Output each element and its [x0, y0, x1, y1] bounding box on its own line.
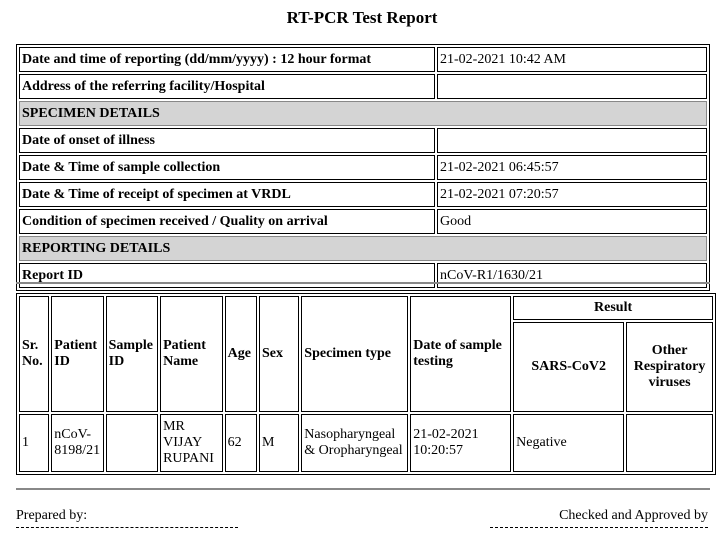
- cell-other-viruses: [626, 414, 713, 472]
- divider: [16, 282, 710, 284]
- divider: [16, 488, 710, 490]
- sample-collection-value: 21-02-2021 06:45:57: [437, 155, 707, 180]
- reporting-datetime-label: Date and time of reporting (dd/mm/yyyy) : 12 hour format: [19, 47, 435, 72]
- table-row: [19, 47, 707, 72]
- cell-sr-no: 1: [19, 414, 49, 472]
- header-sr-no: Sr. No.: [19, 296, 49, 412]
- table-row: [19, 101, 707, 126]
- header-patient-id: Patient ID: [51, 296, 103, 412]
- checked-by-label: Checked and Approved by: [559, 508, 708, 523]
- referring-facility-label: Address of the referring facility/Hospital: [19, 74, 435, 99]
- referring-facility-value: [437, 74, 707, 99]
- header-date-testing: Date of sample testing: [410, 296, 511, 412]
- header-sars-cov2: SARS-CoV2: [513, 322, 624, 412]
- reporting-section-heading: REPORTING DETAILS: [19, 236, 707, 261]
- header-sex: Sex: [259, 296, 299, 412]
- specimen-receipt-value: 21-02-2021 07:20:57: [437, 182, 707, 207]
- table-row: [19, 209, 707, 234]
- header-result: Result: [513, 296, 713, 320]
- table-row: [19, 128, 707, 153]
- cell-sample-id: [106, 414, 158, 472]
- prepared-by-label: Prepared by:: [16, 508, 88, 523]
- cell-specimen-type: Nasopharyngeal & Oropharyngeal: [301, 414, 408, 472]
- specimen-condition-value: Good: [437, 209, 707, 234]
- report-id-value: nCoV-R1/1630/21: [437, 263, 707, 288]
- table-row: [19, 74, 707, 99]
- specimen-section-heading: SPECIMEN DETAILS: [19, 101, 707, 126]
- report-info-table: [16, 44, 710, 291]
- specimen-receipt-label: Date & Time of receipt of specimen at VRDL: [19, 182, 435, 207]
- header-patient-name: Patient Name: [160, 296, 223, 412]
- specimen-condition-label: Condition of specimen received / Quality on arrival: [19, 209, 435, 234]
- cell-sars-cov2: Negative: [513, 414, 624, 472]
- cell-sex: M: [259, 414, 299, 472]
- header-age: Age: [225, 296, 257, 412]
- cell-patient-id: nCoV-8198/21: [51, 414, 103, 472]
- results-table: [16, 293, 716, 475]
- onset-illness-value: [437, 128, 707, 153]
- table-row: [19, 263, 707, 288]
- report-title: RT-PCR Test Report: [286, 8, 438, 27]
- prepared-signature-line: [16, 527, 238, 528]
- table-header-row: [19, 296, 713, 320]
- table-row: [19, 182, 707, 207]
- onset-illness-label: Date of onset of illness: [19, 128, 435, 153]
- table-row: [19, 414, 713, 472]
- cell-date-testing: 21-02-2021 10:20:57: [410, 414, 511, 472]
- approved-signature-line: [490, 527, 708, 528]
- header-specimen-type: Specimen type: [301, 296, 408, 412]
- cell-age: 62: [225, 414, 257, 472]
- table-row: [19, 236, 707, 261]
- sample-collection-label: Date & Time of sample collection: [19, 155, 435, 180]
- header-sample-id: Sample ID: [106, 296, 158, 412]
- reporting-datetime-value: 21-02-2021 10:42 AM: [437, 47, 707, 72]
- header-other-viruses: Other Respiratory viruses: [626, 322, 713, 412]
- cell-patient-name: MR VIJAY RUPANI: [160, 414, 223, 472]
- table-row: [19, 155, 707, 180]
- report-id-label: Report ID: [19, 263, 435, 288]
